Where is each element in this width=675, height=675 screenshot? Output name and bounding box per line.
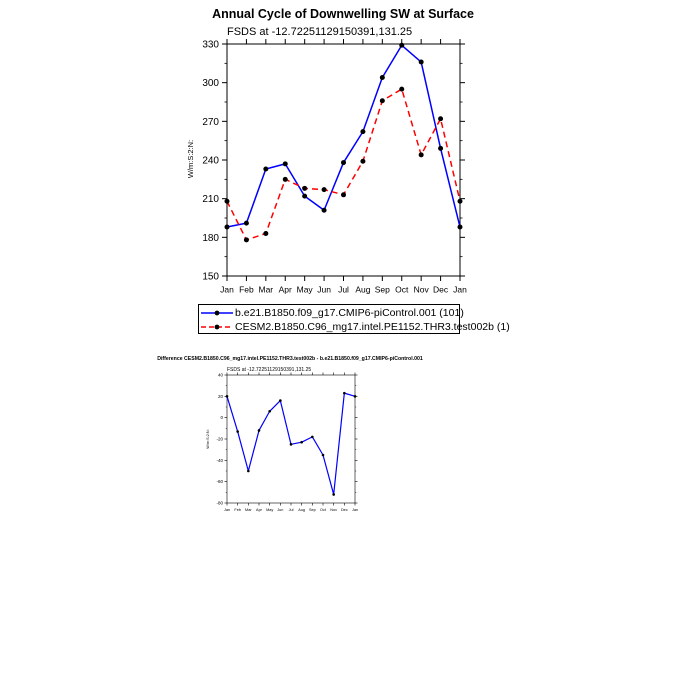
y-tick-label-6: 330 — [202, 39, 219, 51]
legend-label-control: b.e21.B1850.f09_g17.CMIP6-piControl.001 (101) — [235, 307, 464, 319]
diff-y-tick-label-3: -20 — [216, 436, 223, 442]
diff-x-tick-label-9: Oct — [320, 507, 326, 512]
y-tick-label-3: 240 — [202, 155, 219, 167]
series-1-point-5 — [322, 187, 327, 192]
series-0-point-0 — [225, 225, 230, 230]
diff-series-0-point-8 — [311, 436, 314, 439]
series-line-0 — [227, 45, 460, 227]
series-1-point-11 — [438, 116, 443, 121]
diff-x-tick-label-4: May — [266, 507, 274, 512]
series-1-point-8 — [380, 98, 385, 103]
diff-y-axis-label: W/m:S:2:N: — [206, 429, 210, 449]
series-0-point-9 — [399, 43, 404, 48]
legend-swatch-blue — [199, 306, 235, 320]
diff-x-tick-label-3: Apr — [256, 507, 262, 512]
diff-series-0-point-6 — [290, 443, 293, 446]
y-tick-label-0: 150 — [202, 271, 219, 283]
diff-x-tick-label-12: Jan — [351, 507, 359, 512]
diff-y-tick-label-6: 40 — [217, 372, 223, 378]
series-0-point-2 — [263, 167, 268, 172]
x-tick-label-8: Sep — [374, 284, 390, 295]
diff-series-0-point-9 — [322, 454, 325, 457]
diff-series-0-point-12 — [354, 395, 357, 398]
x-tick-label-4: May — [296, 284, 313, 295]
diff-x-tick-label-7: Aug — [298, 507, 306, 512]
main-chart — [0, 0, 675, 300]
series-0-point-11 — [438, 146, 443, 151]
legend — [198, 304, 510, 334]
series-0-point-3 — [283, 161, 288, 166]
series-1-point-4 — [302, 186, 307, 191]
y-tick-label-5: 300 — [202, 78, 219, 90]
y-tick-label-2: 210 — [202, 194, 219, 206]
diff-series-0-point-5 — [279, 399, 282, 402]
diff-x-tick-label-8: Sep — [308, 507, 316, 512]
y-axis-label: W/m:S:2:N: — [186, 139, 195, 179]
x-tick-label-12: Jan — [453, 284, 467, 295]
diff-plot-frame — [227, 375, 355, 503]
diff-x-tick-label-10: Nov — [330, 507, 338, 512]
series-0-point-8 — [380, 75, 385, 80]
series-1-point-1 — [244, 237, 249, 242]
difference-chart — [0, 345, 675, 525]
diff-series-0-point-0 — [226, 395, 229, 398]
series-1-point-10 — [419, 152, 424, 157]
series-1-point-7 — [360, 159, 365, 164]
y-tick-label-4: 270 — [202, 116, 219, 128]
diff-y-tick-label-2: -40 — [216, 457, 223, 463]
series-0-point-1 — [244, 221, 249, 226]
x-tick-label-7: Aug — [355, 284, 371, 295]
diff-series-0-point-11 — [343, 392, 346, 395]
x-tick-label-3: Apr — [278, 284, 292, 295]
x-tick-label-2: Mar — [258, 284, 274, 295]
diff-chart-title: Difference CESM2.B1850.C96_mg17.intel.PE1152.THR3.test002b - b.e21.B1850.f09_g17.CMIP6-piControl.001 — [157, 356, 423, 362]
diff-x-tick-label-1: Feb — [234, 507, 241, 512]
x-tick-label-6: Jul — [338, 284, 349, 295]
series-0-point-7 — [360, 129, 365, 134]
diff-series-0-point-7 — [300, 441, 303, 444]
x-tick-label-10: Nov — [413, 284, 429, 295]
diff-x-tick-label-6: Jul — [288, 507, 294, 512]
y-tick-label-1: 180 — [202, 232, 219, 244]
legend-label-test: CESM2.B1850.C96_mg17.intel.PE1152.THR3.test002b (1) — [235, 321, 510, 333]
diff-y-tick-label-5: 20 — [217, 393, 223, 399]
series-0-point-4 — [302, 194, 307, 199]
plot-area — [202, 39, 467, 295]
series-0-point-12 — [458, 225, 463, 230]
series-0-point-6 — [341, 160, 346, 165]
series-0-point-5 — [322, 208, 327, 213]
series-0-point-10 — [419, 60, 424, 65]
diff-series-0-point-4 — [268, 410, 271, 413]
diff-y-tick-label-0: -80 — [216, 500, 223, 506]
diff-x-tick-label-5: Jun — [277, 507, 284, 512]
diff-x-tick-label-0: Jan — [223, 507, 231, 512]
diff-y-tick-label-1: -60 — [216, 479, 223, 485]
diff-series-0-point-1 — [236, 430, 239, 433]
x-tick-label-0: Jan — [220, 284, 234, 295]
diff-x-tick-label-11: Dec — [340, 507, 348, 512]
legend-swatch-red — [199, 320, 235, 334]
diff-plot-area — [216, 373, 358, 512]
diff-chart-subtitle: FSDS at -12.72251129150391,131.25 — [227, 367, 312, 373]
x-tick-label-1: Feb — [239, 284, 254, 295]
series-1-point-9 — [399, 87, 404, 92]
series-1-point-12 — [458, 199, 463, 204]
x-tick-label-11: Dec — [433, 284, 449, 295]
x-tick-label-5: Jun — [317, 284, 331, 295]
diff-series-0-point-2 — [247, 470, 250, 473]
series-1-point-0 — [225, 199, 230, 204]
series-1-point-6 — [341, 192, 346, 197]
chart-title: Annual Cycle of Downwelling SW at Surface — [212, 7, 474, 21]
diff-series-0-point-10 — [332, 493, 335, 496]
x-tick-label-9: Oct — [395, 284, 409, 295]
series-1-point-2 — [263, 231, 268, 236]
diff-series-0-point-3 — [258, 429, 261, 432]
diff-y-tick-label-4: 0 — [220, 415, 223, 421]
diff-x-tick-label-2: Mar — [245, 507, 252, 512]
chart-subtitle: FSDS at -12.72251129150391,131.25 — [227, 26, 413, 38]
series-1-point-3 — [283, 177, 288, 182]
